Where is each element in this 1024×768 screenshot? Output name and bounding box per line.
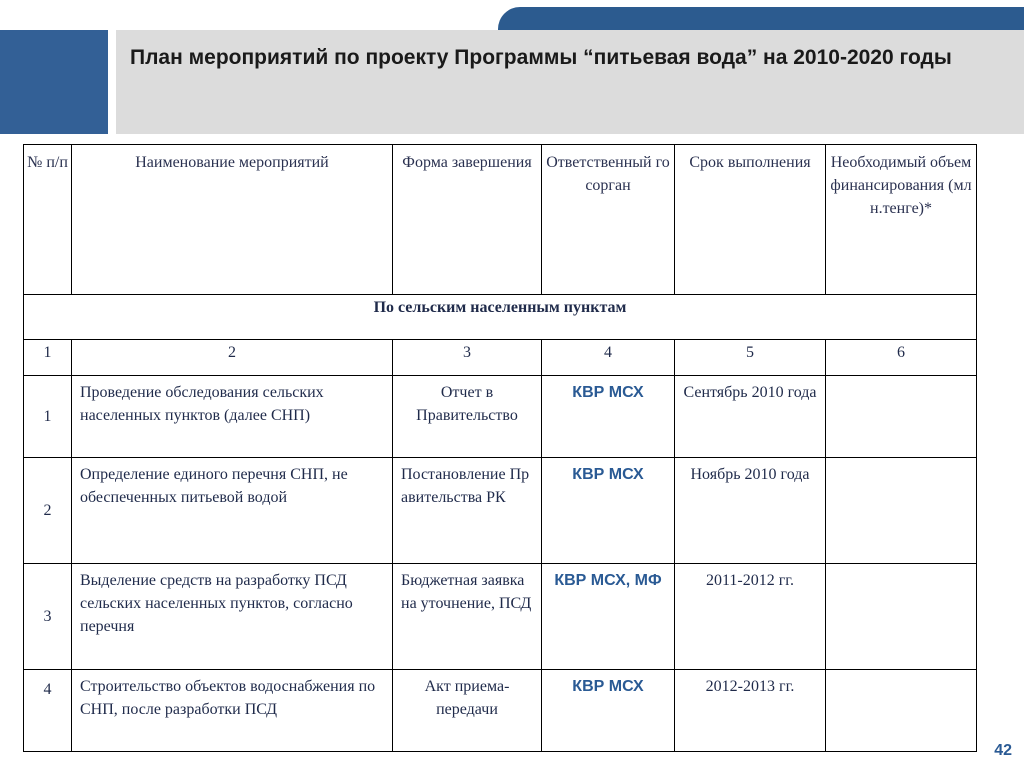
table-header-row: [24, 145, 977, 295]
header-cell-form: Форма завершения: [393, 145, 542, 295]
column-number: 3: [393, 340, 542, 376]
row-org: КВР МСХ: [542, 458, 675, 564]
column-number: 1: [24, 340, 72, 376]
row-number: 4: [24, 670, 72, 752]
row-name: Выделение средств на разработку ПСД сельских населенных пунктов, согласно перечня: [72, 564, 393, 670]
header-cell-number: № п/п: [24, 145, 72, 295]
row-term: Сентябрь 2010 года: [675, 376, 826, 458]
row-funding: [826, 670, 977, 752]
header-cell-name: Наименование мероприятий: [72, 145, 393, 295]
table-row: [24, 564, 977, 670]
header-left-block: [0, 30, 108, 134]
table-row: [24, 458, 977, 564]
row-funding: [826, 376, 977, 458]
column-number: 4: [542, 340, 675, 376]
row-org: КВР МСХ, МФ: [542, 564, 675, 670]
row-form: Акт приема-передачи: [393, 670, 542, 752]
row-form: Бюджетная заявка на уточнение, ПСД: [393, 564, 542, 670]
row-name: Определение единого перечня СНП, не обеспеченных питьевой водой: [72, 458, 393, 564]
header-cell-funding: Необходимый объем финансирования (млн.тенге)*: [826, 145, 977, 295]
row-name: Проведение обследования сельских населенных пунктов (далее СНП): [72, 376, 393, 458]
row-form: Отчет в Правительство: [393, 376, 542, 458]
row-number: 2: [24, 458, 72, 564]
column-number: 5: [675, 340, 826, 376]
page-title: План мероприятий по проекту Программы “питьевая вода” на 2010-2020 годы: [130, 46, 952, 69]
column-number: 2: [72, 340, 393, 376]
column-number: 6: [826, 340, 977, 376]
page-number: 42: [994, 742, 1012, 759]
table-row: [24, 670, 977, 752]
column-number-row: [24, 340, 977, 376]
header-cell-org: Ответственный госорган: [542, 145, 675, 295]
row-number: 3: [24, 564, 72, 670]
row-name: Строительство объектов водоснабжения по СНП, после разработки ПСД: [72, 670, 393, 752]
header-cell-term: Срок выполнения: [675, 145, 826, 295]
row-form: Постановление Правительства РК: [393, 458, 542, 564]
row-term: 2012-2013 гг.: [675, 670, 826, 752]
section-row: [24, 295, 977, 340]
row-funding: [826, 564, 977, 670]
row-term: Ноябрь 2010 года: [675, 458, 826, 564]
row-number: 1: [24, 376, 72, 458]
row-org: КВР МСХ: [542, 376, 675, 458]
table-row: [24, 376, 977, 458]
section-title: По сельским населенным пунктам: [24, 295, 977, 340]
row-org: КВР МСХ: [542, 670, 675, 752]
row-funding: [826, 458, 977, 564]
row-term: 2011-2012 гг.: [675, 564, 826, 670]
plan-table: [23, 144, 977, 752]
